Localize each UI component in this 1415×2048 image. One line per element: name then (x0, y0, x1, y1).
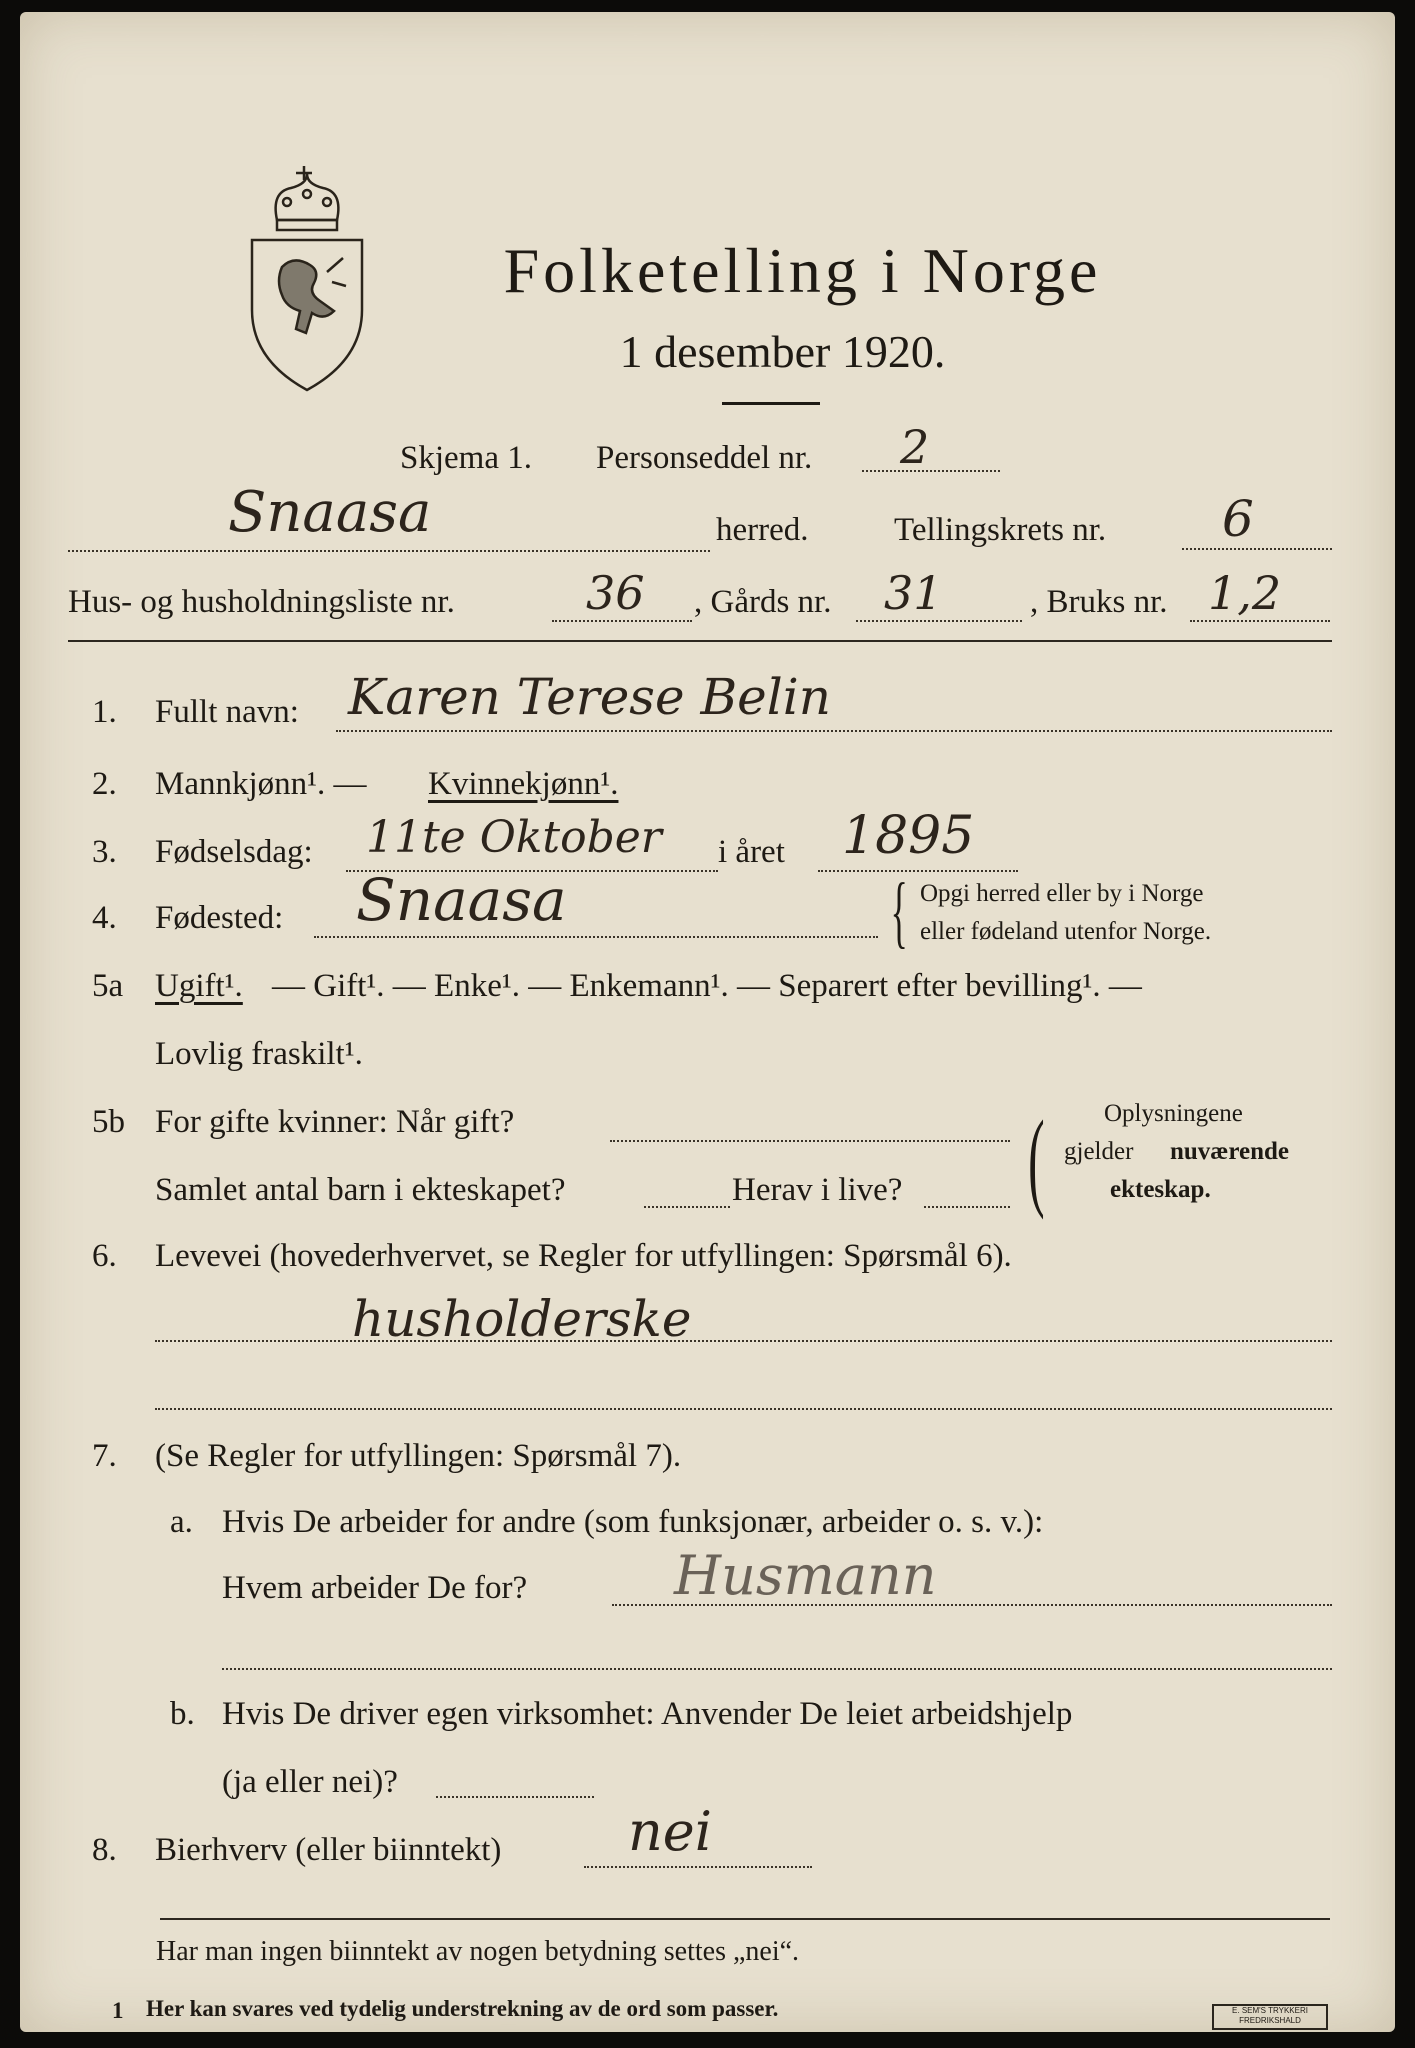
form-title: Folketelling i Norge (503, 235, 1102, 306)
q7-label: (Se Regler for utfyllingen: Spørsmål 7). (155, 1438, 682, 1474)
footer-divider (160, 1918, 1330, 1920)
ugift-option[interactable]: Ugift¹. (155, 968, 243, 1004)
husholdningsliste-value[interactable]: 36 (586, 566, 645, 620)
header-divider (68, 640, 1332, 642)
marriage-note-line1: Oplysningene (1104, 1100, 1243, 1127)
marriage-note-line3: ekteskap. (1110, 1176, 1211, 1203)
bruks-value[interactable]: 1,2 (1208, 566, 1282, 620)
footer-note: Har man ingen biinntekt av nogen betydning settes „nei“. (156, 1936, 800, 1967)
lovlig-fraskilt-option[interactable]: Lovlig fraskilt¹. (155, 1036, 363, 1072)
married-when-label: For gifte kvinner: Når gift? (155, 1104, 515, 1140)
bruks-label: , Bruks nr. (1030, 584, 1168, 620)
marriage-note-line2a: gjelder (1064, 1138, 1134, 1165)
occupation-value[interactable]: husholderske (352, 1290, 692, 1348)
personseddel-value[interactable]: 2 (900, 420, 930, 474)
birthyear-label: i året (718, 834, 785, 870)
children-count-label: Samlet antal barn i ekteskapet? (155, 1172, 566, 1208)
printer-stamp: E. SEM'S TRYKKERI FREDRIKSHALD (1212, 2004, 1328, 2030)
birthdate-value[interactable]: 11te Oktober (366, 812, 662, 863)
gards-value[interactable]: 31 (884, 566, 943, 620)
birthplace-label: Fødested: (155, 900, 284, 936)
herred-label: herred. (716, 512, 809, 548)
employer-value[interactable]: Husmann (674, 1544, 937, 1607)
birthplace-value[interactable]: Snaasa (356, 866, 567, 934)
children-alive-label: Herav i live? (732, 1172, 903, 1208)
marriage-note-line2b: nuværende (1170, 1138, 1290, 1165)
occupation-label: Levevei (hovederhvervet, se Regler for utfyllingen: Spørsmål 6). (155, 1238, 1012, 1274)
full-name-label: Fullt navn: (155, 694, 299, 730)
birthplace-note-line2: eller fødeland utenfor Norge. (920, 918, 1212, 945)
employer-label: Hvem arbeider De for? (222, 1570, 528, 1606)
census-date: 1 desember 1920. (619, 326, 946, 377)
skjema-label: Skjema 1. (400, 440, 532, 476)
full-name-value[interactable]: Karen Terese Belin (348, 668, 831, 726)
herred-value[interactable]: Snaasa (228, 480, 432, 545)
works-for-others-label: Hvis De arbeider for andre (som funksjonær, arbeider o. s. v.): (222, 1504, 1044, 1540)
side-income-value[interactable]: nei (628, 1800, 713, 1863)
birthdate-label: Fødselsdag: (155, 834, 313, 870)
side-income-label: Bierhverv (eller biinntekt) (155, 1832, 502, 1868)
title-divider (722, 402, 820, 405)
gards-label: , Gårds nr. (694, 584, 832, 620)
birthplace-note-line1: Opgi herred eller by i Norge (920, 880, 1204, 907)
footnote: Her kan svares ved tydelig understrekning av de ord som passer. (146, 1996, 779, 2021)
own-business-label: Hvis De driver egen virksomhet: Anvender De leiet arbeidshjelp (222, 1696, 1073, 1732)
hired-help-label: (ja eller nei)? (222, 1764, 398, 1800)
husholdningsliste-label: Hus- og husholdningsliste nr. (68, 584, 455, 620)
kvinnekjonn-option[interactable]: Kvinnekjønn¹. (428, 766, 619, 802)
personseddel-label: Personseddel nr. (596, 440, 813, 476)
marital-status-options[interactable]: — Gift¹. — Enke¹. — Enkemann¹. — Separert efter bevilling¹. — (272, 968, 1142, 1004)
mannkjonn-option[interactable]: Mannkjønn¹. — (155, 766, 367, 802)
tellingskrets-label: Tellingskrets nr. (894, 512, 1107, 548)
birthyear-value[interactable]: 1895 (842, 806, 975, 866)
tellingskrets-value[interactable]: 6 (1222, 490, 1254, 548)
